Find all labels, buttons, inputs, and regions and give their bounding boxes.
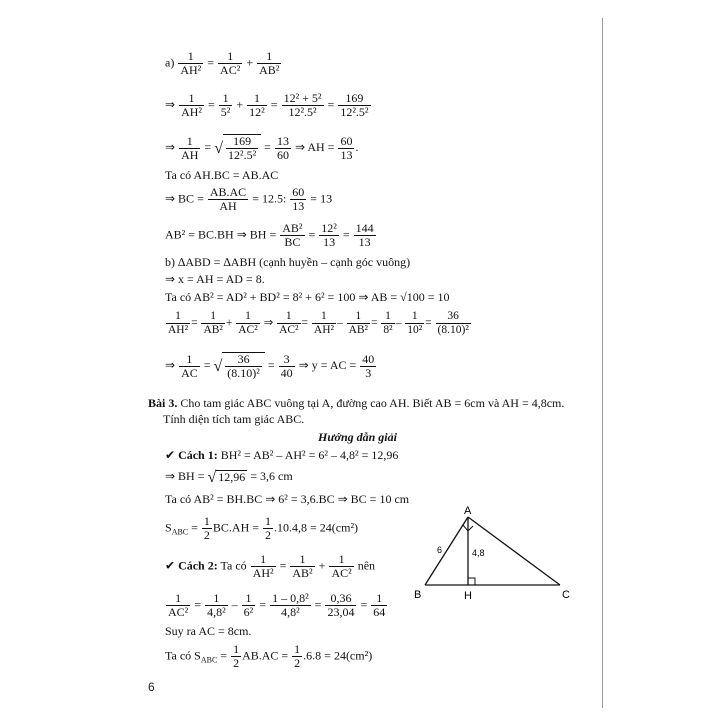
den: AC² [168, 605, 189, 619]
eq-ac: ⇒ $\frac{1}{AC}$ = √ $\frac{36}{\text{(8.10)²}}$ = $\frac{3}{40}$ ⇒ y = AC = $\frac{40}{3}$ [165, 351, 375, 380]
den: 5² [220, 105, 231, 119]
method-label: Cách 1: [178, 448, 218, 462]
implies: ⇒ [165, 139, 176, 154]
text-line: Suy ra AC = 8cm. [165, 624, 252, 638]
frac [312, 310, 336, 337]
num: 1 [166, 592, 190, 606]
frac [405, 310, 424, 337]
den: 4,8² [207, 605, 226, 619]
frac [338, 92, 370, 119]
frac [270, 592, 311, 619]
problem-number: Bài 3. [148, 396, 178, 410]
frac [280, 222, 304, 249]
den: 2 [294, 656, 301, 670]
frac [263, 515, 273, 542]
frac [290, 186, 306, 213]
triangle-figure [410, 505, 590, 605]
frac [247, 92, 267, 119]
den: AC² [279, 324, 299, 336]
eq-bh [165, 470, 293, 484]
frac [290, 553, 314, 580]
num: 1 [205, 592, 228, 606]
eq-ab2: AB² = BC.BH ⇒ BH = $\frac{\text{AB²}}{BC}$ = $\frac{\text{12²}}{13}$ = $\frac{144}{13}$ [165, 221, 374, 249]
vertex-c: C [562, 589, 570, 601]
label-a: a) [165, 55, 175, 70]
text: ⇒ y = AC = [298, 357, 357, 372]
side-ab [425, 517, 468, 585]
num: 12² + 5² [283, 91, 322, 105]
check-icon: ✔ [165, 558, 176, 573]
eq-area-2 [165, 643, 372, 670]
text: S [165, 520, 172, 535]
frac [225, 353, 262, 380]
num: 60 [292, 185, 305, 199]
text: BC.AH = [212, 520, 260, 535]
frac [319, 222, 339, 249]
num: 1 [347, 310, 370, 324]
method-label: Cách 2: [178, 558, 218, 573]
num: 0,36 [325, 592, 356, 606]
den: AH² [168, 324, 189, 336]
implies: ⇒ [165, 97, 176, 112]
text: = 13 [310, 191, 333, 206]
den: AB² [259, 63, 280, 77]
den: 12².5² [227, 148, 257, 162]
den: 13 [323, 235, 336, 249]
den: 60 [276, 147, 289, 162]
eq-bc [165, 186, 332, 213]
frac [257, 50, 281, 77]
num: 3 [279, 353, 295, 367]
den: AC² [238, 324, 258, 336]
den: AH [219, 199, 237, 213]
text: Ta có S [165, 648, 201, 663]
num: 1 [219, 92, 233, 106]
num: 1 [218, 50, 242, 64]
text: Ta có [217, 558, 247, 573]
frac [360, 353, 376, 380]
den: AH² [181, 105, 202, 119]
den: AH² [180, 63, 202, 77]
eq-area-1 [165, 515, 358, 542]
den: (8.10)² [227, 366, 260, 380]
frac [179, 353, 200, 380]
frac [277, 310, 300, 337]
frac [219, 92, 233, 119]
den: AB² [203, 324, 223, 336]
check-icon: ✔ [165, 448, 176, 462]
problem-heading [148, 396, 564, 410]
text: nên [357, 558, 376, 573]
num: 13 [276, 133, 289, 148]
frac [325, 592, 356, 619]
frac [208, 186, 248, 213]
num: 1 [290, 553, 314, 567]
page-number: 6 [148, 680, 155, 694]
den: AB² [348, 324, 369, 336]
den: AC [181, 365, 198, 380]
num: 40 [362, 351, 375, 366]
op: = [220, 648, 228, 663]
op: + [246, 55, 254, 70]
eq-a2: ⇒ $\frac{1}{\text{AH²}}$ = $\frac{1}{\text{5²}}$ + $\frac{1}{\text{12²}}$ = $\frac{\text{12² + 5²}}{\text{12².5²}}$ = $\frac{169}{\text{12².5²}}$ [165, 91, 369, 119]
label-ah: 4,8 [472, 548, 485, 558]
den: 64 [373, 605, 386, 619]
text: ⇒ AH = [294, 139, 335, 154]
sqrt: √ $\frac{169}{\text{12².5²}}$ [214, 134, 261, 162]
num: 1 [257, 50, 281, 64]
frac [282, 92, 324, 119]
frac [338, 135, 354, 162]
den: 2 [203, 528, 210, 542]
num: 1 [179, 353, 200, 367]
den: 23,04 [327, 605, 355, 619]
text: .6.8 = 24(cm²) [303, 648, 373, 663]
frac [436, 310, 471, 337]
den: AH² [252, 566, 274, 580]
num: 1 [329, 553, 353, 567]
method-1 [165, 448, 398, 462]
problem-text: Cho tam giác ABC vuông tại A, đường cao AH. Biết AB = 6cm và AH = 4,8cm. [177, 396, 565, 410]
right-angle-mark-h [468, 578, 475, 585]
den: BC [284, 235, 301, 249]
num: 1 – 0,8² [272, 591, 309, 605]
text: ⇒ BH = [165, 469, 205, 483]
num: 1 [233, 642, 240, 656]
subscript: ABC [200, 655, 218, 665]
den: 2 [233, 656, 240, 670]
frac [179, 92, 204, 119]
sqrt: √ 12,96 [207, 468, 246, 486]
num: 1 [236, 310, 259, 324]
num: 144 [355, 221, 374, 235]
num: 1 [371, 592, 387, 606]
num: 36 [436, 310, 471, 324]
problem-text: Tính diện tích tam giác ABC. [163, 412, 305, 426]
num: 1 [405, 310, 424, 324]
num: 1 [203, 514, 210, 528]
den: 3 [365, 365, 372, 380]
den: AH [181, 147, 199, 162]
vertex-a: A [464, 505, 472, 517]
text-line: b) ∆ABD = ∆ABH (cạnh huyền – cạnh góc vuông) [165, 255, 411, 269]
vertex-b: B [414, 589, 422, 601]
text: .10.4,8 = 24(cm²) [274, 520, 359, 535]
den: 13 [358, 235, 371, 249]
den: AC² [220, 63, 241, 77]
frac [329, 553, 353, 580]
num: 169 [226, 135, 258, 149]
den: 13 [340, 147, 353, 162]
num: 1 [312, 310, 336, 324]
frac [275, 135, 291, 162]
num: 1 [179, 135, 200, 149]
method-2: ✔ Cách 2: Ta có $\frac{1}{\text{AH²}}$ = $\frac{1}{\text{AB²}}$ + $\frac{1}{\text{AC²}}$ nên [165, 552, 376, 580]
num: 169 [338, 92, 370, 106]
frac [202, 515, 212, 542]
num: 1 [166, 310, 190, 324]
num: 1 [294, 642, 301, 656]
text-line: Ta có AB² = BH.BC ⇒ 6² = 3,6.BC ⇒ BC = 10 cm [165, 492, 410, 506]
text: = 3,6 cm [250, 469, 293, 483]
eq-ac2: $\frac{1}{\text{AC²}}$ = $\frac{1}{\text{4,8²}}$ – $\frac{1}{\text{6²}}$ = $\frac{\text{1 – 0,8²}}{\text{4,8²}}$ = $\frac{0,36}{23,04}$ = $\frac{1}{64}$ [168, 591, 386, 619]
num: 1 [251, 553, 276, 567]
num: 1 [201, 310, 224, 324]
den: 8² [383, 324, 393, 336]
op: = [207, 55, 215, 70]
frac [166, 310, 190, 337]
frac [242, 592, 256, 619]
den: AC² [331, 566, 352, 580]
num: 1 [265, 514, 272, 528]
subscript: ABC [171, 527, 189, 537]
text: . [355, 139, 359, 154]
frac [279, 353, 295, 380]
frac [371, 592, 387, 619]
den: 10² [407, 324, 423, 336]
num: 1 [277, 310, 300, 324]
den: (8.10)² [437, 324, 469, 336]
den: 4,8² [281, 605, 300, 619]
frac [347, 310, 370, 337]
implies: ⇒ [165, 357, 176, 372]
den: AB² [292, 566, 313, 580]
frac [166, 592, 190, 619]
op: = [191, 520, 198, 535]
den: 2 [265, 528, 272, 542]
eq-a1 [165, 50, 282, 77]
text: = 12.5: [252, 191, 287, 206]
frac [236, 310, 259, 337]
num: 1 [178, 50, 203, 64]
frac [381, 310, 394, 337]
implies: ⇒ [263, 317, 274, 330]
num: 1 [179, 92, 204, 106]
eq-chain: $\frac{1}{\text{AH²}}$ = $\frac{1}{\text{AB²}}$ + $\frac{1}{\text{AC²}}$ ⇒ $\frac{1}{\text{AC²}}$ = $\frac{1}{\text{AH²}}$ – $\frac{1}{\text{AB²}}$ = $\frac{1}{\text{8²}}$ – $\frac{1}{\text{10²}}$ = $\frac{36}{\text{(8.10)²}}$ [168, 310, 469, 336]
den: 6² [243, 605, 254, 619]
frac [205, 592, 228, 619]
section-title: Hướng dẫn giải [318, 430, 397, 444]
text: ⇒ BC = [165, 191, 204, 206]
text: AB² = BC.BH ⇒ BH = [165, 227, 277, 242]
den: 12².5² [288, 105, 317, 119]
num: 1 [381, 310, 394, 324]
frac [251, 553, 276, 580]
den: 40 [280, 365, 293, 380]
num: 36 [225, 353, 262, 367]
sqrt: √ $\frac{36}{\text{(8.10)²}}$ [214, 352, 265, 380]
text-line: ⇒ x = AH = AD = 8. [165, 272, 265, 286]
frac [201, 310, 224, 337]
den: 12².5² [340, 105, 369, 119]
frac [178, 50, 203, 77]
num: AB² [282, 221, 303, 235]
num: 1 [242, 592, 256, 606]
frac [354, 222, 376, 249]
text-line: Ta có AH.BC = AB.AC [165, 168, 279, 182]
frac [226, 135, 258, 162]
vertex-h: H [464, 590, 472, 602]
num: 60 [340, 133, 353, 148]
radicand: 12,96 [218, 470, 246, 485]
frac [179, 135, 200, 162]
text-line: Ta có AB² = AD² + BD² = 8² + 6² = 100 ⇒ AB = √100 = 10 [165, 290, 450, 304]
frac [292, 643, 302, 670]
den: 12² [249, 105, 265, 119]
eq-a3: ⇒ $\frac{1}{AH}$ = √ $\frac{169}{\text{12².5²}}$ = $\frac{13}{60}$ ⇒ AH = $\frac{60}{13}$ . [165, 133, 359, 162]
den: 13 [292, 199, 305, 213]
num: 12² [321, 221, 337, 235]
label-ab: 6 [437, 545, 443, 555]
text: BH² = AB² – AH² = 6² – 4,8² = 12,96 [217, 448, 399, 462]
num: AB.AC [209, 185, 247, 199]
den: AH² [313, 324, 334, 336]
frac [218, 50, 242, 77]
text: AB.AC = [242, 648, 289, 663]
num: 1 [247, 92, 267, 106]
frac [231, 643, 241, 670]
